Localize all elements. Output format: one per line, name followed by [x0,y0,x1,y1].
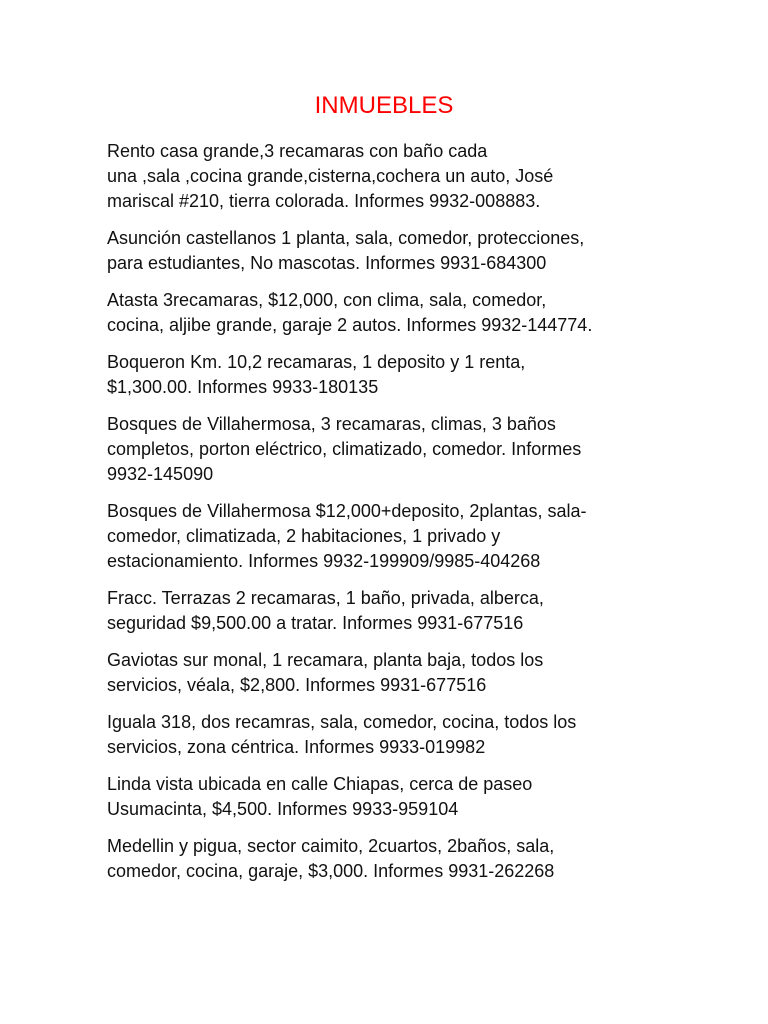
listing-line: $1,300.00. Informes 9933-180135 [107,377,379,397]
listing-line: Atasta 3recamaras, $12,000, con clima, sala, comedor, [107,290,547,310]
listing-line: Rento casa grande,3 recamaras con baño cada [107,141,488,161]
listing-line: Linda vista ubicada en calle Chiapas, cerca de paseo [107,774,533,794]
listing-line: servicios, zona céntrica. Informes 9933-019982 [107,737,486,757]
listing-item [107,412,667,487]
listing-line: Medellin y pigua, sector caimito, 2cuartos, 2baños, sala, [107,836,555,856]
listing-item [107,586,667,636]
listing-line: para estudiantes, No mascotas. Informes 9931-684300 [107,253,547,273]
listing-line: Iguala 318, dos recamras, sala, comedor, cocina, todos los [107,712,577,732]
listing-line: estacionamiento. Informes 9932-199909/9985-404268 [107,551,541,571]
listing-line: Gaviotas sur monal, 1 recamara, planta baja, todos los [107,650,544,670]
listing-line: Usumacinta, $4,500. Informes 9933-959104 [107,799,459,819]
listing-line: Asunción castellanos 1 planta, sala, comedor, protecciones, [107,228,585,248]
listing-line: completos, porton eléctrico, climatizado, comedor. Informes [107,439,582,459]
listings-list [107,139,667,896]
listing-line: servicios, véala, $2,800. Informes 9931-677516 [107,675,487,695]
listing-item [107,139,667,214]
listing-item [107,499,667,574]
listing-line: Bosques de Villahermosa, 3 recamaras, climas, 3 baños [107,414,556,434]
listing-line: cocina, aljibe grande, garaje 2 autos. Informes 9932-144774. [107,315,593,335]
listing-item [107,350,667,400]
listing-line: comedor, cocina, garaje, $3,000. Informes 9931-262268 [107,861,555,881]
listing-line: Fracc. Terrazas 2 recamaras, 1 baño, privada, alberca, [107,588,544,608]
listing-item [107,834,667,884]
listing-line: seguridad $9,500.00 a tratar. Informes 9931-677516 [107,613,524,633]
listing-line: 9932-145090 [107,464,214,484]
listing-line: Bosques de Villahermosa $12,000+deposito, 2plantas, sala- [107,501,587,521]
listing-item [107,648,667,698]
listing-item [107,710,667,760]
page-title: INMUEBLES [314,92,454,119]
listing-item [107,226,667,276]
listing-line: una ,sala ,cocina grande,cisterna,cochera un auto, José [107,166,554,186]
listing-item [107,288,667,338]
listing-item [107,772,667,822]
listing-line: mariscal #210, tierra colorada. Informes 9932-008883. [107,191,541,211]
listing-line: comedor, climatizada, 2 habitaciones, 1 privado y [107,526,501,546]
listing-line: Boqueron Km. 10,2 recamaras, 1 deposito y 1 renta, [107,352,526,372]
